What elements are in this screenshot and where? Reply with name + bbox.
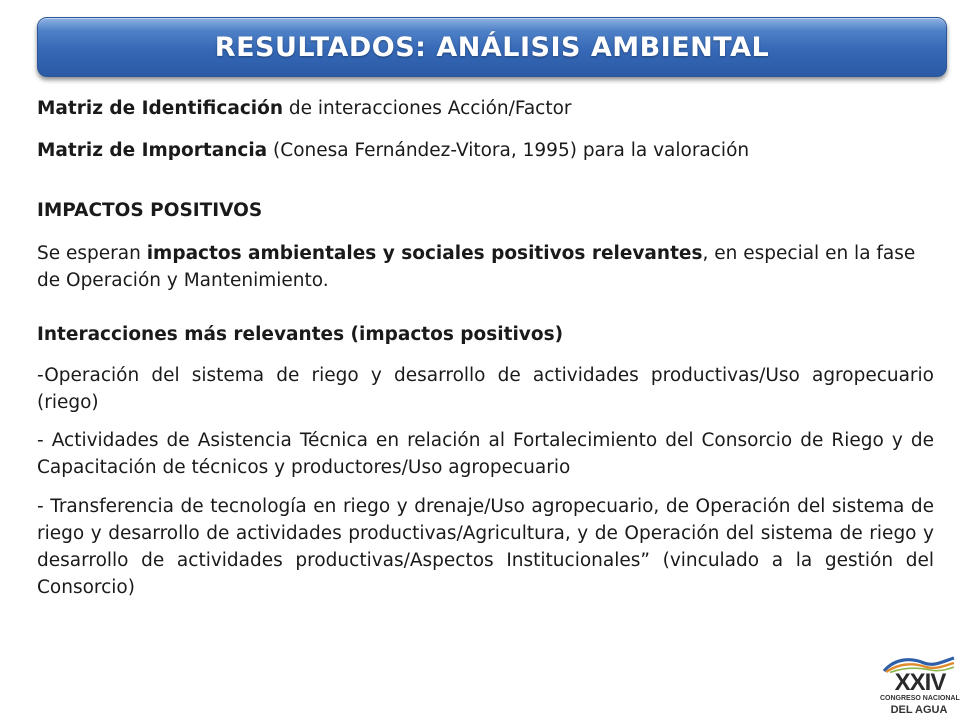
impactos-post: , en especial en la fase de Operación y Mantenimiento. <box>37 243 916 291</box>
impactos-pre: Se esperan <box>37 243 147 264</box>
matriz-identificacion-text: de interacciones Acción/Factor <box>283 98 572 119</box>
bullet-item: - Actividades de Asistencia Técnica en relación al Fortalecimiento del Consorcio de Riego y de Capacitación de técnicos y productores/Uso agropecuario <box>37 430 934 478</box>
congreso-logo <box>880 655 958 719</box>
title-banner <box>37 17 947 77</box>
bullet-item: - Transferencia de tecnología en riego y drenaje/Uso agropecuario, de Operación del sistema de riego y desarrollo de actividades productivas/Agricultura, y de Operación del sistema de riego y desarrollo de actividades productivas/Aspectos Institucionales” (vinculado a la gestión del Consorcio) <box>37 496 934 598</box>
matriz-importancia-line <box>37 137 934 164</box>
matriz-importancia-text: (Conesa Fernández-Vitora, 1995) para la valoración <box>267 140 750 161</box>
matriz-identificacion-line <box>37 95 934 122</box>
slide-content <box>37 95 934 601</box>
logo-line1: CONGRESO NACIONAL <box>880 695 960 702</box>
slide-title: RESULTADOS: ANÁLISIS AMBIENTAL <box>214 31 770 63</box>
impactos-heading: IMPACTOS POSITIVOS <box>37 200 263 221</box>
matriz-identificacion-label: Matriz de Identificación <box>37 98 284 119</box>
matriz-importancia-label: Matriz de Importancia <box>37 140 268 161</box>
bullet-item: -Operación del sistema de riego y desarrollo de actividades productivas/Uso agropecuario (riego) <box>37 365 934 413</box>
logo-line2: DEL AGUA <box>890 704 948 716</box>
impactos-paragraph <box>37 240 934 294</box>
interacciones-heading: Interacciones más relevantes (impactos positivos) <box>37 324 564 345</box>
logo-numeral: XXIV <box>894 669 946 696</box>
impactos-bold: impactos ambientales y sociales positivos relevantes <box>146 243 703 264</box>
